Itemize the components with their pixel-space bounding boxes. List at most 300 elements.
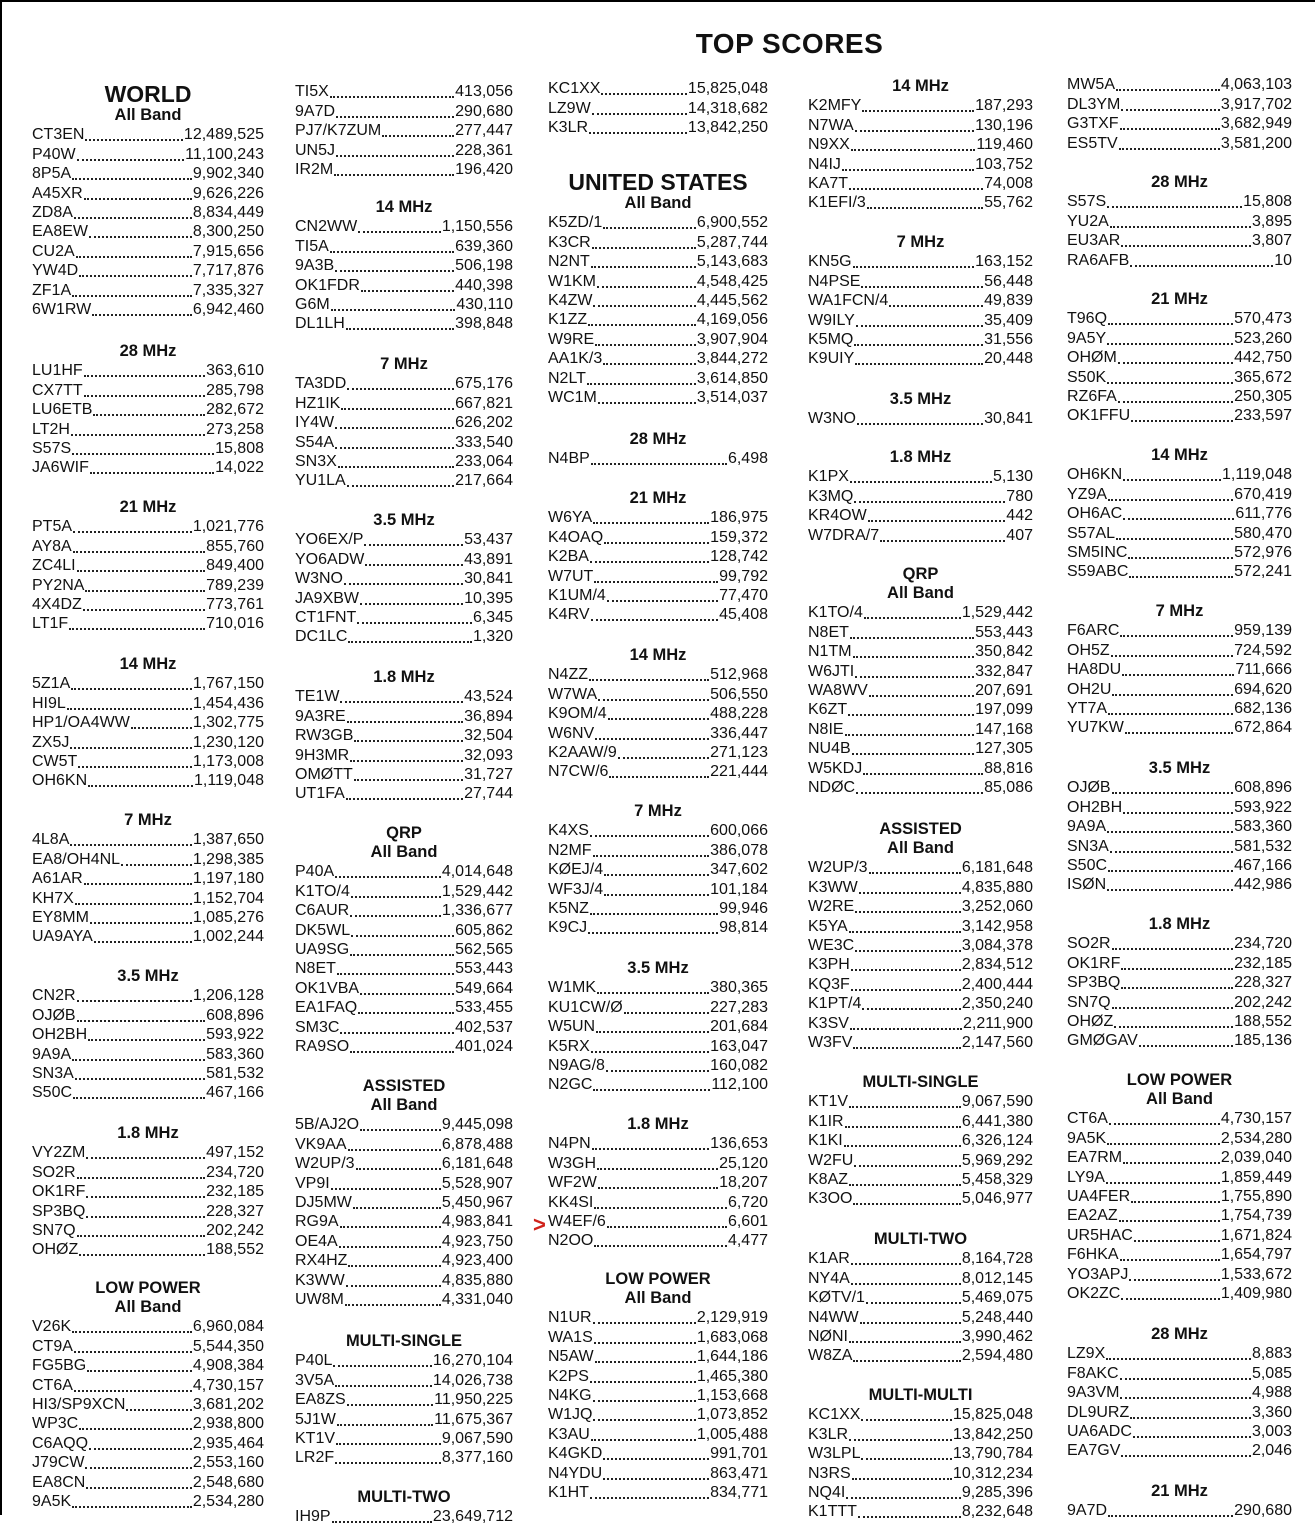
score-value: 3,895 — [1251, 212, 1292, 230]
callsign: YU1LA — [295, 472, 346, 490]
callsign: S57S — [1067, 193, 1107, 211]
score-row — [295, 1037, 513, 1056]
score-value: 5,450,967 — [441, 1193, 513, 1211]
score-row — [1067, 250, 1292, 269]
callsign: DK5WL — [295, 921, 351, 939]
score-value: 5,544,350 — [192, 1337, 264, 1355]
leader-dots — [77, 1234, 206, 1237]
score-value: 30,841 — [464, 570, 513, 588]
score-value: 282,672 — [206, 401, 264, 419]
score-value: 8,232,648 — [961, 1503, 1033, 1521]
callsign: OE4A — [295, 1232, 338, 1250]
score-row — [808, 506, 1033, 525]
callsign: 9A3B — [295, 257, 335, 275]
callsign: HI9L — [32, 694, 66, 712]
score-value: 442 — [1006, 507, 1033, 525]
score-value: 196,420 — [455, 160, 513, 178]
callsign: SO2R — [32, 1163, 76, 1181]
callsign: K1KI — [808, 1132, 843, 1150]
score-value: 4,730,157 — [1220, 1110, 1292, 1128]
score-value: 32,504 — [464, 727, 513, 745]
leader-dots — [593, 521, 709, 524]
score-row — [295, 549, 513, 568]
callsign: HZ1IK — [295, 394, 341, 412]
score-row — [32, 1375, 264, 1394]
section-heading: 14 MHz — [375, 198, 433, 216]
score-value: 3,252,060 — [961, 898, 1033, 916]
callsign: S57AL — [1067, 524, 1116, 542]
callsign: PJ7/K7ZUM — [295, 122, 382, 140]
callsign: K1UM/4 — [548, 586, 606, 604]
callsign: K3MQ — [808, 487, 854, 505]
callsign: W2UP/3 — [808, 859, 868, 877]
score-row — [295, 471, 513, 490]
score-value: 4,908,384 — [192, 1357, 264, 1375]
score-row — [295, 784, 513, 803]
callsign: EA7RM — [1067, 1149, 1123, 1167]
score-value: 2,039,040 — [1220, 1149, 1292, 1167]
leader-dots — [84, 882, 192, 885]
score-row — [295, 588, 513, 607]
score-value: 35,409 — [984, 311, 1033, 329]
leader-dots — [70, 843, 191, 846]
leader-dots — [86, 1195, 205, 1198]
leader-dots — [859, 891, 961, 894]
leader-dots — [603, 1477, 709, 1480]
leader-dots — [360, 1128, 441, 1131]
leader-dots — [337, 972, 454, 975]
leader-dots — [93, 413, 205, 416]
score-value: 3,514,037 — [696, 388, 768, 406]
section-heading: 7 MHz — [634, 802, 682, 820]
callsign: CW5T — [32, 752, 78, 770]
score-value: 27,744 — [464, 785, 513, 803]
leader-dots — [330, 95, 454, 98]
score-value: 99,792 — [719, 567, 768, 585]
callsign: W8ZA — [808, 1347, 853, 1365]
callsign: YO6ADW — [295, 550, 365, 568]
score-section — [295, 1488, 513, 1526]
score-value: 9,902,340 — [192, 165, 264, 183]
leader-dots — [844, 1144, 961, 1147]
score-value: 4,730,157 — [192, 1376, 264, 1394]
callsign: WA8WV — [808, 681, 868, 699]
leader-dots — [889, 304, 983, 307]
score-value: 4,331,040 — [441, 1290, 513, 1308]
score-value: 1,755,890 — [1220, 1187, 1292, 1205]
score-value: 497,152 — [206, 1144, 264, 1162]
leader-dots — [853, 655, 975, 658]
score-row — [32, 595, 264, 614]
leader-dots — [609, 775, 709, 778]
leader-dots — [597, 1167, 718, 1170]
callsign: W1JQ — [548, 1406, 593, 1424]
leader-dots — [591, 462, 727, 465]
leader-dots — [350, 1050, 454, 1053]
score-value: 3,681,202 — [192, 1395, 264, 1413]
leader-dots — [346, 1284, 441, 1287]
score-row — [808, 1249, 1033, 1268]
section-subheading: All Band — [114, 106, 182, 124]
score-row — [808, 955, 1033, 974]
score-value: 6,601 — [727, 1212, 768, 1230]
score-row — [32, 693, 264, 712]
score-row — [32, 869, 264, 888]
score-row — [548, 684, 768, 703]
score-row — [1067, 679, 1292, 698]
score-value: 675,176 — [455, 375, 513, 393]
score-row — [808, 271, 1033, 290]
callsign: 8P5A — [32, 165, 72, 183]
leader-dots — [88, 784, 193, 787]
leader-dots — [594, 1341, 696, 1344]
section-heading: 14 MHz — [892, 77, 949, 95]
section-heading: QRP — [902, 565, 939, 583]
leader-dots — [594, 1206, 727, 1209]
score-row — [808, 603, 1033, 622]
leader-dots — [72, 452, 214, 455]
score-row — [1067, 640, 1292, 659]
leader-dots — [1107, 888, 1233, 891]
score-value: 1,683,068 — [696, 1328, 768, 1346]
leader-dots — [846, 1496, 960, 1499]
callsign: TI5A — [295, 237, 329, 255]
score-value: 549,664 — [455, 979, 513, 997]
score-value: 1,119,048 — [194, 772, 264, 790]
leader-dots — [78, 765, 191, 768]
callsign: K1AR — [808, 1250, 850, 1268]
score-value: 8,377,160 — [441, 1449, 513, 1467]
score-value: 523,260 — [1234, 329, 1292, 347]
leader-dots — [354, 739, 463, 742]
leader-dots — [77, 569, 206, 572]
leader-dots — [87, 1369, 192, 1372]
score-value: 36,894 — [464, 707, 513, 725]
score-row — [32, 1395, 264, 1414]
leader-dots — [335, 1384, 432, 1387]
score-row — [1067, 992, 1292, 1011]
score-row — [548, 1212, 768, 1231]
leader-dots — [590, 1496, 709, 1499]
score-row — [548, 368, 768, 387]
callsign: W5UN — [548, 1018, 596, 1036]
callsign: UA4FER — [1067, 1187, 1131, 1205]
section-heading: 1.8 MHz — [627, 1115, 689, 1133]
leader-dots — [854, 343, 983, 346]
callsign: K6ZT — [808, 701, 848, 719]
callsign: N3RS — [808, 1464, 851, 1482]
leader-dots — [1109, 1122, 1220, 1125]
callsign: YU2A — [1067, 212, 1109, 230]
callsign: V26K — [32, 1318, 72, 1336]
score-value: 11,100,243 — [185, 145, 264, 163]
leader-dots — [351, 895, 441, 898]
leader-dots — [73, 1096, 205, 1099]
score-row — [808, 310, 1033, 329]
score-row — [295, 314, 513, 333]
leader-dots — [594, 580, 718, 583]
pointer-marker: > — [533, 1212, 546, 1237]
score-row — [1067, 1422, 1292, 1441]
leader-dots — [856, 791, 983, 794]
score-value: 8,164,728 — [961, 1250, 1033, 1268]
leader-dots — [1110, 850, 1233, 853]
callsign: F6HKA — [1067, 1246, 1119, 1264]
score-value: 5,046,977 — [961, 1190, 1033, 1208]
leader-dots — [592, 246, 696, 249]
score-row — [1067, 231, 1292, 250]
score-value: 333,540 — [455, 433, 513, 451]
score-value: 18,207 — [719, 1174, 768, 1192]
score-value: 1,465,380 — [696, 1367, 768, 1385]
score-value: 1,119,048 — [1222, 466, 1292, 484]
score-row — [32, 1317, 264, 1336]
leader-dots — [853, 1202, 960, 1205]
score-row — [32, 830, 264, 849]
score-value: 74,008 — [984, 174, 1033, 192]
leader-dots — [851, 1282, 961, 1285]
leader-dots — [335, 426, 454, 429]
callsign: W2UP/3 — [295, 1155, 355, 1173]
callsign: NQ4I — [808, 1483, 846, 1501]
score-row — [808, 330, 1033, 349]
score-value: 4,988 — [1251, 1384, 1292, 1402]
leader-dots — [603, 226, 696, 229]
score-row — [548, 1173, 768, 1192]
callsign: RX4HZ — [295, 1252, 348, 1270]
score-row — [295, 121, 513, 140]
score-section — [1067, 290, 1292, 425]
score-row — [548, 1444, 768, 1463]
callsign: W9RE — [548, 330, 595, 348]
callsign: ZD8A — [32, 203, 73, 221]
score-value: 593,922 — [1234, 798, 1292, 816]
section-heading: LOW POWER — [95, 1279, 201, 1297]
callsign: KA7T — [808, 174, 849, 192]
callsign: K5MQ — [808, 330, 854, 348]
score-value: 85,086 — [984, 778, 1033, 796]
score-row — [295, 1270, 513, 1289]
callsign: W2RE — [808, 898, 855, 916]
score-value: 285,798 — [206, 381, 264, 399]
callsign: W2FU — [808, 1151, 854, 1169]
score-value: 2,129,919 — [696, 1309, 768, 1327]
leader-dots — [1107, 342, 1233, 345]
score-value: 5,130 — [992, 468, 1033, 486]
callsign: KØEJ/4 — [548, 861, 604, 879]
score-value: 2,834,512 — [961, 956, 1033, 974]
score-row — [32, 986, 264, 1005]
score-value: 581,532 — [1234, 837, 1292, 855]
score-row — [548, 1366, 768, 1385]
section-heading: 3.5 MHz — [117, 967, 179, 985]
score-row — [295, 608, 513, 627]
score-row — [32, 1005, 264, 1024]
leader-dots — [590, 912, 718, 915]
score-row — [808, 936, 1033, 955]
score-value: 1,644,186 — [696, 1348, 768, 1366]
score-value: 694,620 — [1234, 680, 1292, 698]
leader-dots — [590, 560, 709, 563]
score-row — [808, 174, 1033, 193]
score-row — [295, 920, 513, 939]
score-value: 4,835,880 — [961, 878, 1033, 896]
callsign: RA6AFB — [1067, 251, 1130, 269]
leader-dots — [72, 1505, 192, 1508]
score-row — [548, 860, 768, 879]
callsign: K1TO/4 — [808, 604, 863, 622]
score-row — [1067, 465, 1292, 484]
callsign: K9OM/4 — [548, 705, 607, 723]
score-row — [295, 393, 513, 412]
section-heading: MULTI-SINGLE — [345, 1332, 463, 1350]
score-row — [548, 1327, 768, 1346]
score-value: 1,005,488 — [696, 1425, 768, 1443]
callsign: 9A3VM — [1067, 1384, 1120, 1402]
score-row — [808, 1288, 1033, 1307]
callsign: SN7Q — [1067, 993, 1111, 1011]
score-section — [548, 802, 768, 937]
callsign: KØTV/1 — [808, 1289, 865, 1307]
callsign: K2AAW/9 — [548, 743, 617, 761]
score-row — [808, 681, 1033, 700]
score-value: 365,672 — [1234, 368, 1292, 386]
score-row — [1067, 856, 1292, 875]
score-section — [32, 811, 264, 946]
score-value: 1,173,008 — [192, 752, 264, 770]
leader-dots — [70, 746, 191, 749]
score-row — [295, 862, 513, 881]
score-row — [1067, 718, 1292, 737]
score-row — [808, 1444, 1033, 1463]
leader-dots — [84, 374, 205, 377]
callsign: DL9URZ — [1067, 1403, 1130, 1421]
score-value: 959,139 — [1234, 622, 1292, 640]
score-value: 398,848 — [455, 315, 513, 333]
score-section — [1067, 173, 1292, 270]
score-section — [808, 565, 1033, 797]
score-row — [1067, 192, 1292, 211]
score-row — [295, 1173, 513, 1192]
score-value: 670,419 — [1234, 485, 1292, 503]
score-row — [808, 1424, 1033, 1443]
score-value: 773,761 — [206, 595, 264, 613]
section-heading: 1.8 MHz — [1148, 915, 1211, 933]
score-row — [32, 203, 264, 222]
score-section — [32, 655, 264, 790]
score-value: 506,550 — [710, 685, 768, 703]
callsign: SO2R — [1067, 935, 1111, 953]
score-value: 1,302,775 — [192, 714, 264, 732]
section-heading: 28 MHz — [629, 430, 687, 448]
score-section — [808, 77, 1033, 212]
callsign: WF2W — [548, 1174, 597, 1192]
score-value: 553,443 — [975, 623, 1033, 641]
leader-dots — [74, 1389, 192, 1392]
score-row — [1067, 309, 1292, 328]
leader-dots — [589, 678, 709, 681]
score-value: 2,938,800 — [192, 1415, 264, 1433]
score-value: 855,760 — [206, 537, 264, 555]
callsign: J79CW — [32, 1454, 85, 1472]
score-row — [32, 222, 264, 241]
callsign: N4PN — [548, 1135, 591, 1153]
score-row — [548, 605, 768, 624]
leader-dots — [858, 1515, 961, 1518]
callsign: K3LR — [548, 119, 589, 137]
score-row — [295, 236, 513, 255]
score-section — [295, 824, 513, 1056]
leader-dots — [595, 1360, 696, 1363]
leader-dots — [1112, 693, 1233, 696]
score-section — [1067, 446, 1292, 581]
callsign: OHØZ — [32, 1241, 79, 1259]
score-value: 187,293 — [975, 97, 1033, 115]
score-row — [808, 349, 1033, 368]
callsign: A61AR — [32, 870, 83, 888]
score-value: 4,014,648 — [441, 863, 513, 881]
callsign: ISØN — [1067, 876, 1107, 894]
score-value: 4,923,750 — [441, 1232, 513, 1250]
callsign: W1MK — [548, 979, 596, 997]
score-row — [808, 1092, 1033, 1111]
score-row — [548, 527, 768, 546]
callsign: OJØB — [32, 1006, 76, 1024]
leader-dots — [335, 1461, 441, 1464]
leader-dots — [75, 902, 192, 905]
callsign: OK1VBA — [295, 979, 360, 997]
score-value: 234,720 — [1234, 935, 1292, 953]
leader-dots — [591, 1438, 696, 1441]
leader-dots — [601, 92, 686, 95]
score-section — [1067, 1071, 1292, 1303]
leader-dots — [591, 265, 696, 268]
score-value: 533,455 — [455, 999, 513, 1017]
score-value: 553,443 — [455, 960, 513, 978]
callsign: K1PT/4 — [808, 995, 862, 1013]
score-value: 1,298,385 — [192, 850, 264, 868]
score-row — [808, 1502, 1033, 1521]
leader-dots — [850, 636, 974, 639]
leader-dots — [344, 582, 463, 585]
callsign: G6M — [295, 295, 330, 313]
score-row — [548, 1036, 768, 1055]
leader-dots — [603, 1457, 709, 1460]
score-row — [548, 1463, 768, 1482]
score-row — [295, 998, 513, 1017]
leader-dots — [845, 1125, 961, 1128]
score-value: 2,534,280 — [192, 1492, 264, 1510]
callsign: 4L8A — [32, 831, 70, 849]
callsign: OH2U — [1067, 680, 1112, 698]
score-value: 232,185 — [206, 1183, 264, 1201]
score-row — [1067, 406, 1292, 425]
score-value: 30,841 — [984, 410, 1033, 428]
leader-dots — [608, 717, 709, 720]
score-value: 103,752 — [975, 155, 1033, 173]
leader-dots — [1107, 1142, 1220, 1145]
score-row — [548, 310, 768, 329]
score-value: 6,878,488 — [441, 1135, 513, 1153]
callsign: WA1S — [548, 1328, 593, 1346]
leader-dots — [593, 1088, 710, 1091]
score-value: 14,022 — [215, 459, 264, 477]
score-row — [548, 1192, 768, 1211]
score-row — [295, 1193, 513, 1212]
callsign: K4XS — [548, 822, 589, 840]
score-row — [32, 1044, 264, 1063]
callsign: YU7KW — [1067, 719, 1124, 737]
